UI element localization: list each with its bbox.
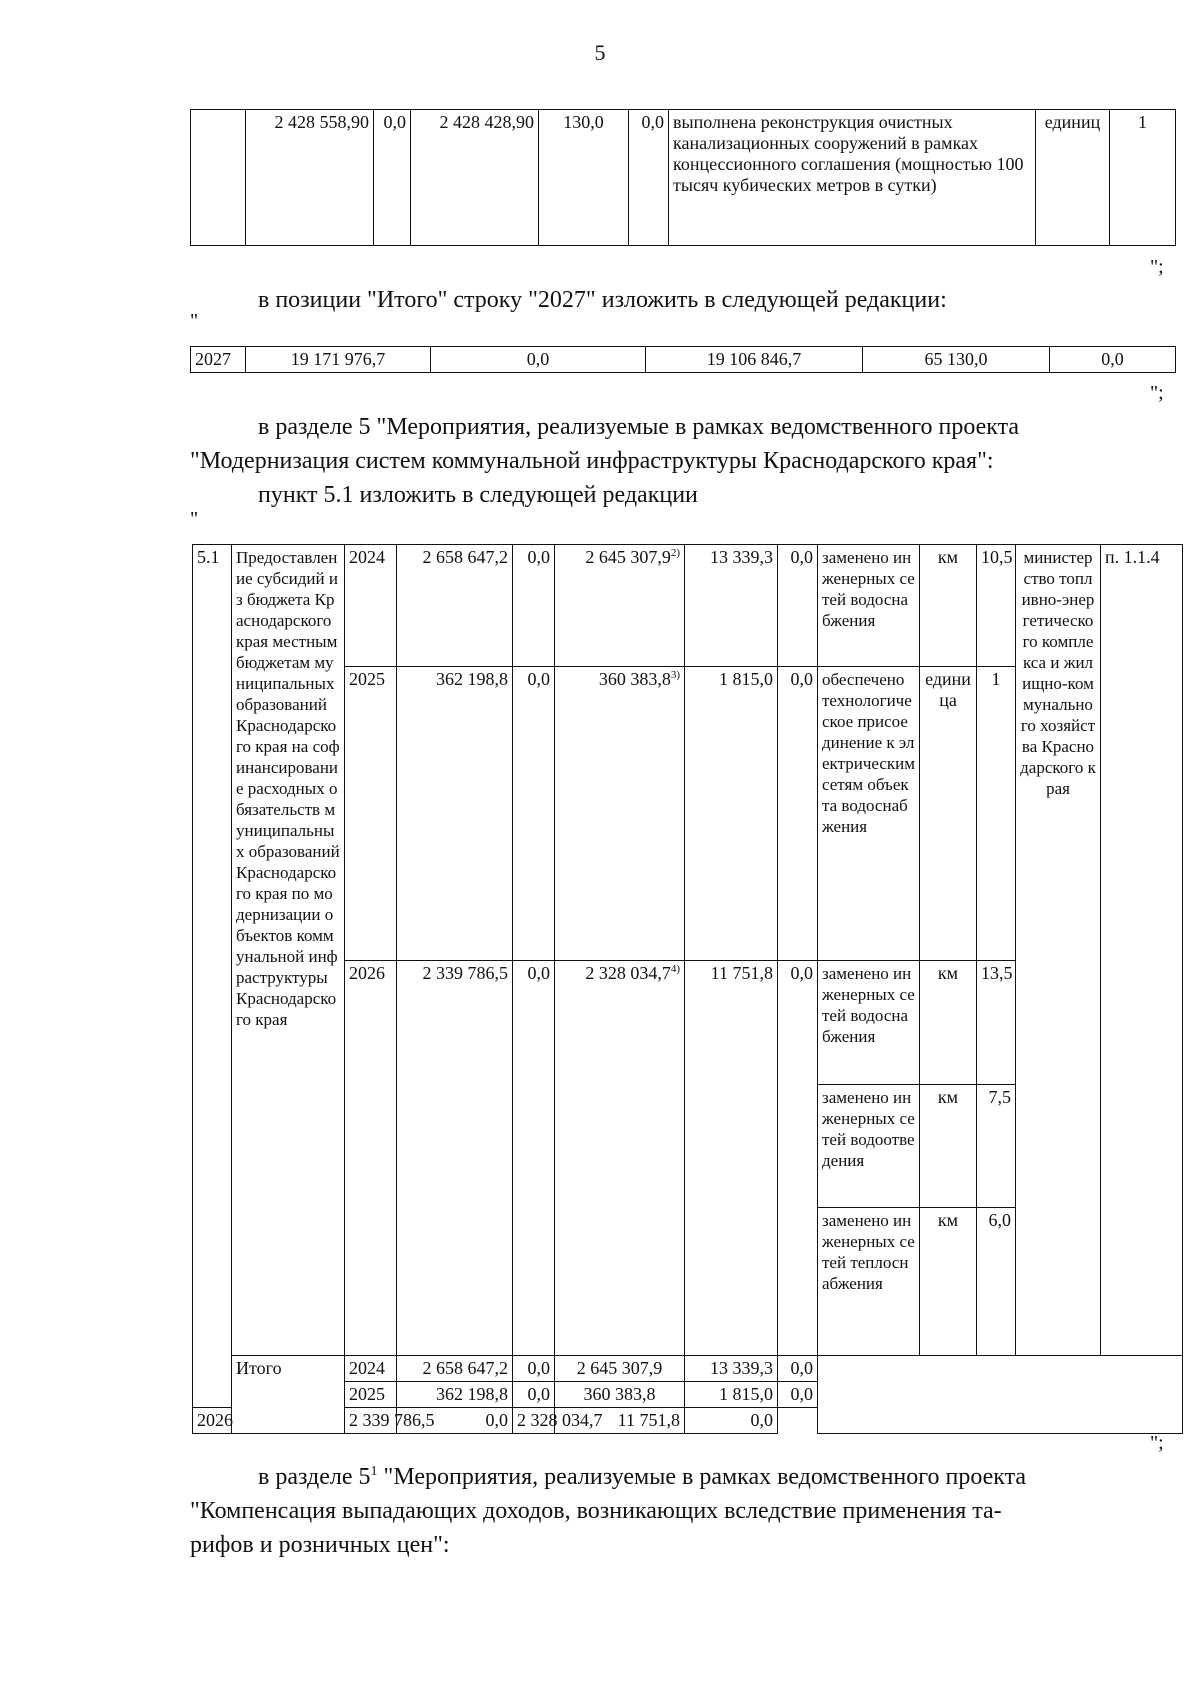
paragraph-3-title: "Мероприятия, реализуемые в рамках ведомственного проекта <box>377 1464 1027 1490</box>
total-2026-extra: 0,0 <box>685 1408 778 1434</box>
top-value: 1 <box>1110 110 1176 246</box>
row-2026-total: 2 339 786,5 <box>397 961 513 1356</box>
result-3-unit: км <box>920 961 977 1085</box>
total-2026-total: 2 339 786,5 <box>345 1408 397 1434</box>
paragraph-3-line-1 <box>258 1462 1026 1492</box>
item-number: 5.1 <box>193 545 232 1408</box>
result-2-value: 1 <box>977 667 1016 961</box>
quote-close-2: "; <box>1150 382 1164 404</box>
row-2027-regional: 19 106 846,7 <box>646 347 863 373</box>
row-2027-year: 2027 <box>191 347 246 373</box>
result-5-value: 6,0 <box>977 1208 1016 1356</box>
result-2-unit: единица <box>920 667 977 961</box>
total-blank-area <box>818 1356 1183 1434</box>
row-2026-federal: 0,0 <box>513 961 555 1356</box>
total-2024-year: 2024 <box>345 1356 397 1382</box>
row-2026-local: 11 751,8 <box>685 961 778 1356</box>
total-2026-federal: 0,0 <box>397 1408 513 1434</box>
paragraph-2-line-3: пункт 5.1 изложить в следующей редакции <box>258 482 698 508</box>
total-2025-extra: 0,0 <box>778 1382 818 1408</box>
result-3-value: 13,5 <box>977 961 1016 1085</box>
row-2026-regional: 2 328 034,7 <box>585 963 671 983</box>
total-2026-local: 11 751,8 <box>555 1408 685 1434</box>
result-4-unit: км <box>920 1085 977 1208</box>
result-4-text: заменено инженерных сетей водоотведения <box>818 1085 920 1208</box>
quote-open-2: " <box>190 508 199 530</box>
top-federal: 0,0 <box>374 110 411 246</box>
total-2024-regional: 2 645 307,9 <box>555 1356 685 1382</box>
total-2024-federal: 0,0 <box>513 1356 555 1382</box>
main-table <box>192 544 1183 1434</box>
result-1-value: 10,5 <box>977 545 1016 667</box>
top-result: выполнена реконструкция очистных канализационных сооружений в рамках концессионного соглашения (мощностью 100 тысяч кубических метров в сутки) <box>669 110 1036 246</box>
quote-close-3: "; <box>1150 1432 1164 1454</box>
program-reference: п. 1.1.4 <box>1101 545 1183 1356</box>
paragraph-3-line-2: "Компенсация выпадающих доходов, возникающих вследствие применения та- <box>190 1498 1002 1524</box>
total-2024-extra: 0,0 <box>778 1356 818 1382</box>
row-2024-regional: 2 645 307,9 <box>585 547 671 567</box>
total-2024-local: 13 339,3 <box>685 1356 778 1382</box>
row-2025-year: 2025 <box>345 667 397 961</box>
result-1-unit: км <box>920 545 977 667</box>
row-2027-local: 65 130,0 <box>863 347 1050 373</box>
result-4-value: 7,5 <box>977 1085 1016 1208</box>
row-2025-regional: 360 383,8 <box>598 669 671 689</box>
paragraph-1: в позиции "Итого" строку "2027" изложить в следующей редакции: <box>258 287 947 313</box>
item-name: Предоставление субсидий из бюджета Краснодарского края местным бюджетам муниципальных образований Краснодарского края на софинансирование расходных обязательств муниципальных образований Краснодарского края по модернизации объектов коммунальной инфраструктуры Краснодарского края <box>232 545 345 1356</box>
row-2025-local: 1 815,0 <box>685 667 778 961</box>
top-empty-cell <box>191 110 246 246</box>
table-2027 <box>190 346 1176 373</box>
row-2024-extra: 0,0 <box>778 545 818 667</box>
total-2025-year: 2025 <box>345 1382 397 1408</box>
top-regional: 2 428 428,90 <box>411 110 539 246</box>
row-2027-total: 19 171 976,7 <box>246 347 431 373</box>
row-2026-extra: 0,0 <box>778 961 818 1356</box>
row-2024-total: 2 658 647,2 <box>397 545 513 667</box>
paragraph-2-line-2: "Модернизация систем коммунальной инфраструктуры Краснодарского края": <box>190 448 994 474</box>
top-unit: единиц <box>1036 110 1110 246</box>
result-3-text: заменено инженерных сетей водоснабжения <box>818 961 920 1085</box>
paragraph-3-prefix: в разделе 5 <box>258 1464 371 1490</box>
responsible-ministry: министерство топливно-энергетического комплекса и жилищно-коммунального хозяйства Краснодарского края <box>1016 545 1101 1356</box>
row-2025-note: 3) <box>670 669 680 681</box>
result-1-text: заменено инженерных сетей водоснабжения <box>818 545 920 667</box>
top-local: 130,0 <box>539 110 629 246</box>
row-2024-note: 2) <box>670 547 680 559</box>
total-2024-total: 2 658 647,2 <box>397 1356 513 1382</box>
paragraph-2-line-1: в разделе 5 "Мероприятия, реализуемые в рамках ведомственного проекта <box>258 414 1020 440</box>
paragraph-3-superscript: 1 <box>370 1464 378 1479</box>
total-label: Итого <box>232 1356 345 1434</box>
page-number: 5 <box>594 40 606 65</box>
row-2026-note: 4) <box>670 963 680 975</box>
result-5-text: заменено инженерных сетей теплоснабжения <box>818 1208 920 1356</box>
top-extra: 0,0 <box>629 110 669 246</box>
quote-close-1: "; <box>1150 256 1164 278</box>
row-2025-federal: 0,0 <box>513 667 555 961</box>
row-2025-total: 362 198,8 <box>397 667 513 961</box>
total-2026-year: 2026 <box>193 1408 232 1434</box>
total-2025-regional: 360 383,8 <box>555 1382 685 1408</box>
top-total: 2 428 558,90 <box>246 110 374 246</box>
total-2026-regional: 2 328 034,7 <box>513 1408 555 1434</box>
row-2024-year: 2024 <box>345 545 397 667</box>
row-2027-federal: 0,0 <box>431 347 646 373</box>
paragraph-3-line-3: рифов и розничных цен": <box>190 1532 450 1558</box>
row-2026-year: 2026 <box>345 961 397 1356</box>
row-2025-extra: 0,0 <box>778 667 818 961</box>
total-2025-total: 362 198,8 <box>397 1382 513 1408</box>
quote-open-1: " <box>190 310 199 332</box>
row-2024-local: 13 339,3 <box>685 545 778 667</box>
result-5-unit: км <box>920 1208 977 1356</box>
result-2-text: обеспечено технологическое присоединение к электрическим сетям объекта водоснабжения <box>818 667 920 961</box>
row-2027-extra: 0,0 <box>1050 347 1176 373</box>
top-table <box>190 109 1176 246</box>
total-2025-federal: 0,0 <box>513 1382 555 1408</box>
row-2024-federal: 0,0 <box>513 545 555 667</box>
total-2025-local: 1 815,0 <box>685 1382 778 1408</box>
